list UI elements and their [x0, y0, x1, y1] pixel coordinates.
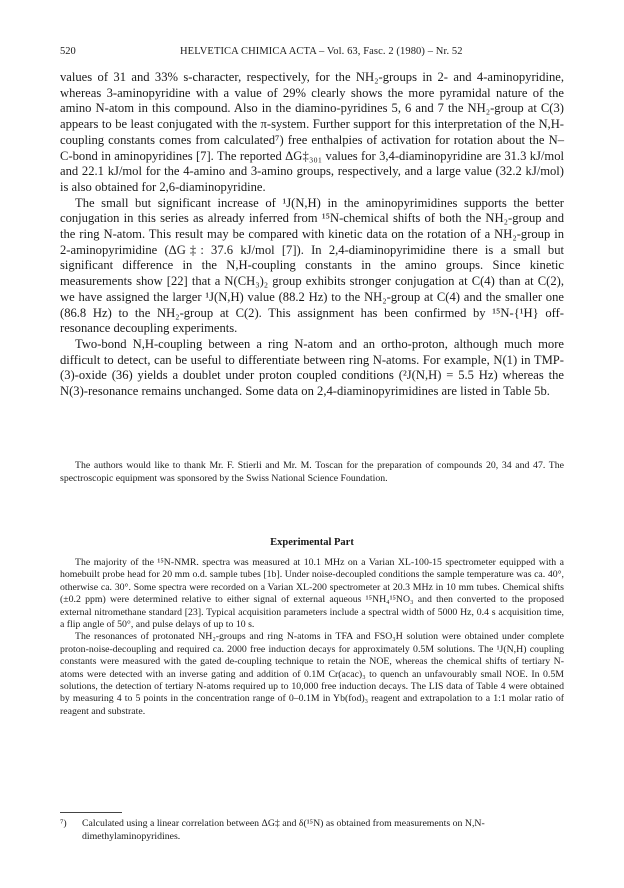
paragraph-1: values of 31 and 33% s-character, respectively, for the NH₂-groups in 2- and 4-aminopyridine, whereas 3-aminopyridine with a value of 29% clearly shows the more pyramidal nature of the amino N-atom in this compound. Also in the diamino-pyridines 5, 6 and 7 the NH₂-group at C(3) appears to be least conjugated with the π-system. Further support for this interpretation of the N,H-coupling constants comes from calculated⁷) free enthalpies of activation for rotation about the N–C-bond in aminopyridines [7]. The reported ΔG‡₃₀₁ values for 3,4-diaminopyridine are 31.3 kJ/mol and 22.1 kJ/mol for the 4-amino and 3-amino groups, respectively, and a large value (32.2 kJ/mol) is also obtained for 2,6-diaminopyridine.: [60, 70, 564, 194]
acknowledgement-text: The authors would like to thank Mr. F. Stierli and Mr. M. Toscan for the preparation of compounds 20, 34 and 47. The spectroscopic equipment was sponsored by the Swiss National Science Foundation.: [60, 460, 564, 484]
footnote-text: Calculated using a linear correlation between ΔG‡ and δ(¹⁵N) as obtained from measurements on N,N-dimethylaminopyridines.: [82, 818, 485, 842]
page-number: 520: [60, 46, 76, 57]
footnote-rule: [60, 812, 122, 813]
main-text: [60, 70, 564, 400]
running-head-title: HELVETICA CHIMICA ACTA – Vol. 63, Fasc. 2 (1980) – Nr. 52: [180, 46, 463, 57]
running-header: [60, 46, 564, 62]
paragraph-2: The small but significant increase of ¹J(N,H) in the aminopyrimidines supports the better conjugation in this series as already inferred from ¹⁵N-chemical shifts of both the NH₂-group and the ring N-atom. This result may be compared with kinetic data on the rotation of a NH₂-group in 2-aminopyrimidine (ΔG‡: 37.6 kJ/mol [7]). In 2,4-diaminopyrimidine there is a small but significant difference in the N,H-coupling constants in the amino groups. Since kinetic measurements show [22] that a N(CH₃)₂ group exhibits stronger conjugation at C(4) than at C(2), we have assigned the larger ¹J(N,H) value (88.2 Hz) to the NH₂-group at C(4) and the smaller one (86.8 Hz) to the NH₂-group at C(2). This assignment has been confirmed by ¹⁵N-{¹H} off-resonance decoupling experiments.: [60, 195, 564, 336]
footnote-mark: ⁷): [60, 818, 67, 829]
section-title: Experimental Part: [270, 537, 354, 548]
experimental-paragraph-1: The majority of the ¹⁵N-NMR. spectra was measured at 10.1 MHz on a Varian XL-100-15 spectrometer equipped with a homebuilt probe head for 20 mm o.d. sample tubes [1b]. Under noise-decoupled conditions the sample temperature was ca. 40°, otherwise ca. 30°. Some spectra were recorded on a Varian XL-200 spectrometer at 20.3 MHz in 10 mm tubes. Chemical shifts (±0.2 ppm) were determined relative to either signal of external aqueous ¹⁵NH₄¹⁵NO₃ and then converted to the proposed external nitromethane standard [23]. Typical acquisition parameters include a spectral width of 5000 Hz, 0.4 s acquisition time, a flip angle of 50°, and pulse delays of up to 10 s.: [60, 557, 564, 631]
paragraph-3: Two-bond N,H-coupling between a ring N-atom and an ortho-proton, although much more difficult to detect, can be useful to differentiate between ring N-atoms. For example, N(1) in TMP-(3)-oxide (36) yields a doublet under proton coupled conditions (²J(N,H) = 5.5 Hz) whereas the N(3)-resonance remains unchanged. Some data on 2,4-diaminopyrimidines are listed in Table 5b.: [60, 336, 564, 399]
experimental-text: [60, 557, 564, 718]
acknowledgement: [60, 459, 564, 485]
experimental-paragraph-2: The resonances of protonated NH₂-groups and ring N-atoms in TFA and FSO₃H solution were obtained under complete proton-noise-decoupling and required ca. 2000 free induction decays for approximately 0.5M solutions. The ¹J(N,H) coupling constants were measured with the gated de-coupling technique to retain the NOE, whereas the chemical shifts of tertiary N-atoms were detected with an inverse gating and addition of 0.1M Cr(acac)₃ to quench an unfavourably small NOE. In 0.5M solutions, the detection of tertiary N-atoms required up to 10,000 free induction decays. The LIS data of Table 4 were obtained by measuring 4 to 5 points in the concentration range of 0–0.1M in Yb(fod)₃ reagent and extrapolation to a 1:1 molar ratio of reagent and substrate.: [60, 631, 564, 717]
